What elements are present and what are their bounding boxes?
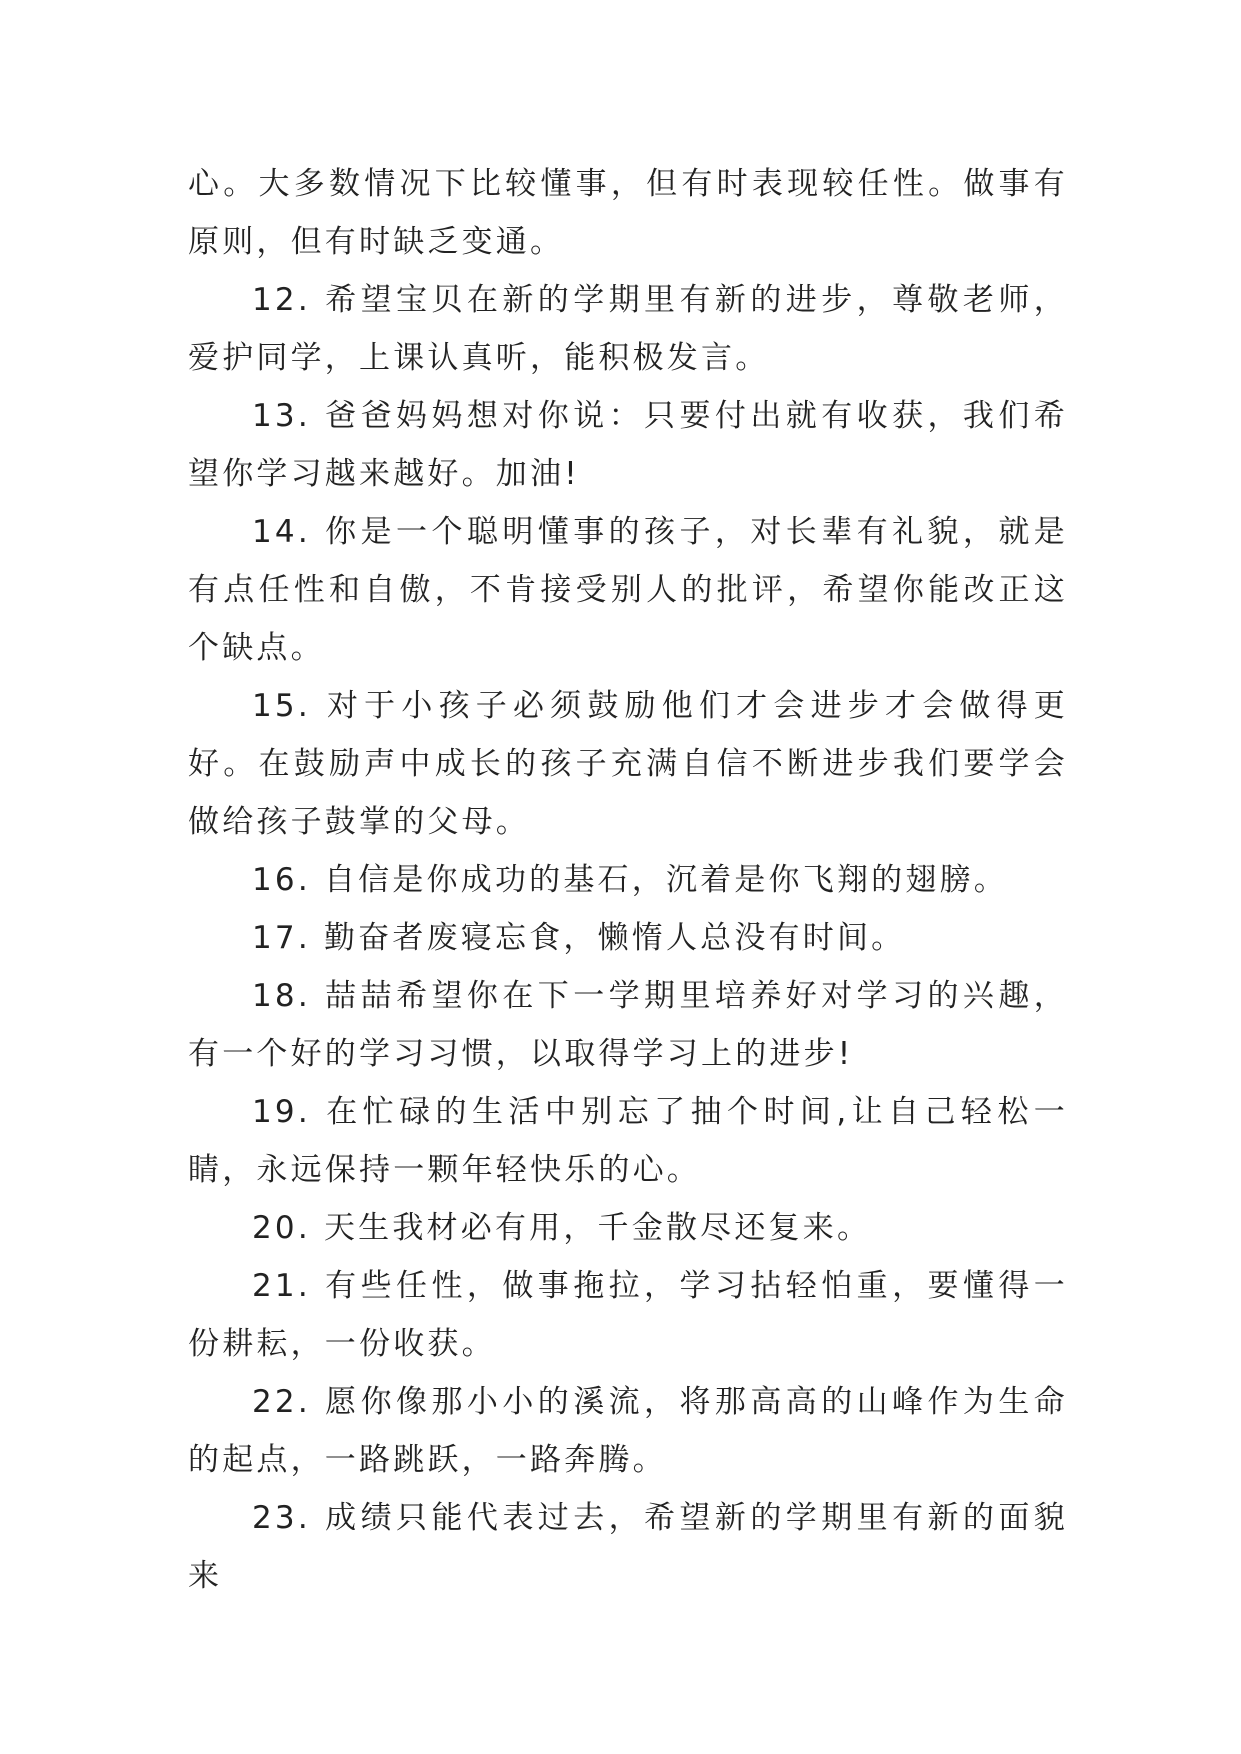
paragraph-item-13: 13. 爸爸妈妈想对你说：只要付出就有收获，我们希望你学习越来越好。加油! — [188, 398, 1068, 492]
paragraph-item-17: 17. 勤奋者废寝忘食，懒惰人总没有时间。 — [252, 920, 906, 956]
paragraph-item-23: 23. 成绩只能代表过去，希望新的学期里有新的面貌来 — [188, 1500, 1068, 1594]
document-body — [188, 155, 1068, 1605]
paragraph-item-21: 21. 有些任性，做事拖拉，学习拈轻怕重，要懂得一份耕耘，一份收获。 — [188, 1268, 1068, 1362]
paragraph-continuation: 心。大多数情况下比较懂事，但有时表现较任性。做事有原则，但有时缺乏变通。 — [188, 166, 1068, 260]
paragraph-item-16: 16. 自信是你成功的基石，沉着是你飞翔的翅膀。 — [252, 862, 1008, 898]
paragraph-item-12: 12. 希望宝贝在新的学期里有新的进步，尊敬老师，爱护同学，上课认真听，能积极发言。 — [188, 282, 1068, 376]
paragraph-item-18: 18. 喆喆希望你在下一学期里培养好对学习的兴趣，有一个好的学习习惯，以取得学习上的进步! — [188, 978, 1068, 1072]
paragraph-item-19: 19. 在忙碌的生活中别忘了抽个时间,让自己轻松一睛，永远保持一颗年轻快乐的心。 — [188, 1094, 1068, 1188]
paragraph-item-22: 22. 愿你像那小小的溪流，将那高高的山峰作为生命的起点，一路跳跃，一路奔腾。 — [188, 1384, 1068, 1478]
paragraph-item-14: 14. 你是一个聪明懂事的孩子，对长辈有礼貌，就是有点任性和自傲，不肯接受别人的批评，希望你能改正这个缺点。 — [188, 514, 1068, 666]
paragraph-item-20: 20. 天生我材必有用，千金散尽还复来。 — [252, 1210, 872, 1246]
paragraph-item-15: 15. 对于小孩子必须鼓励他们才会进步才会做得更好。在鼓励声中成长的孩子充满自信不断进步我们要学会做给孩子鼓掌的父母。 — [188, 688, 1068, 840]
